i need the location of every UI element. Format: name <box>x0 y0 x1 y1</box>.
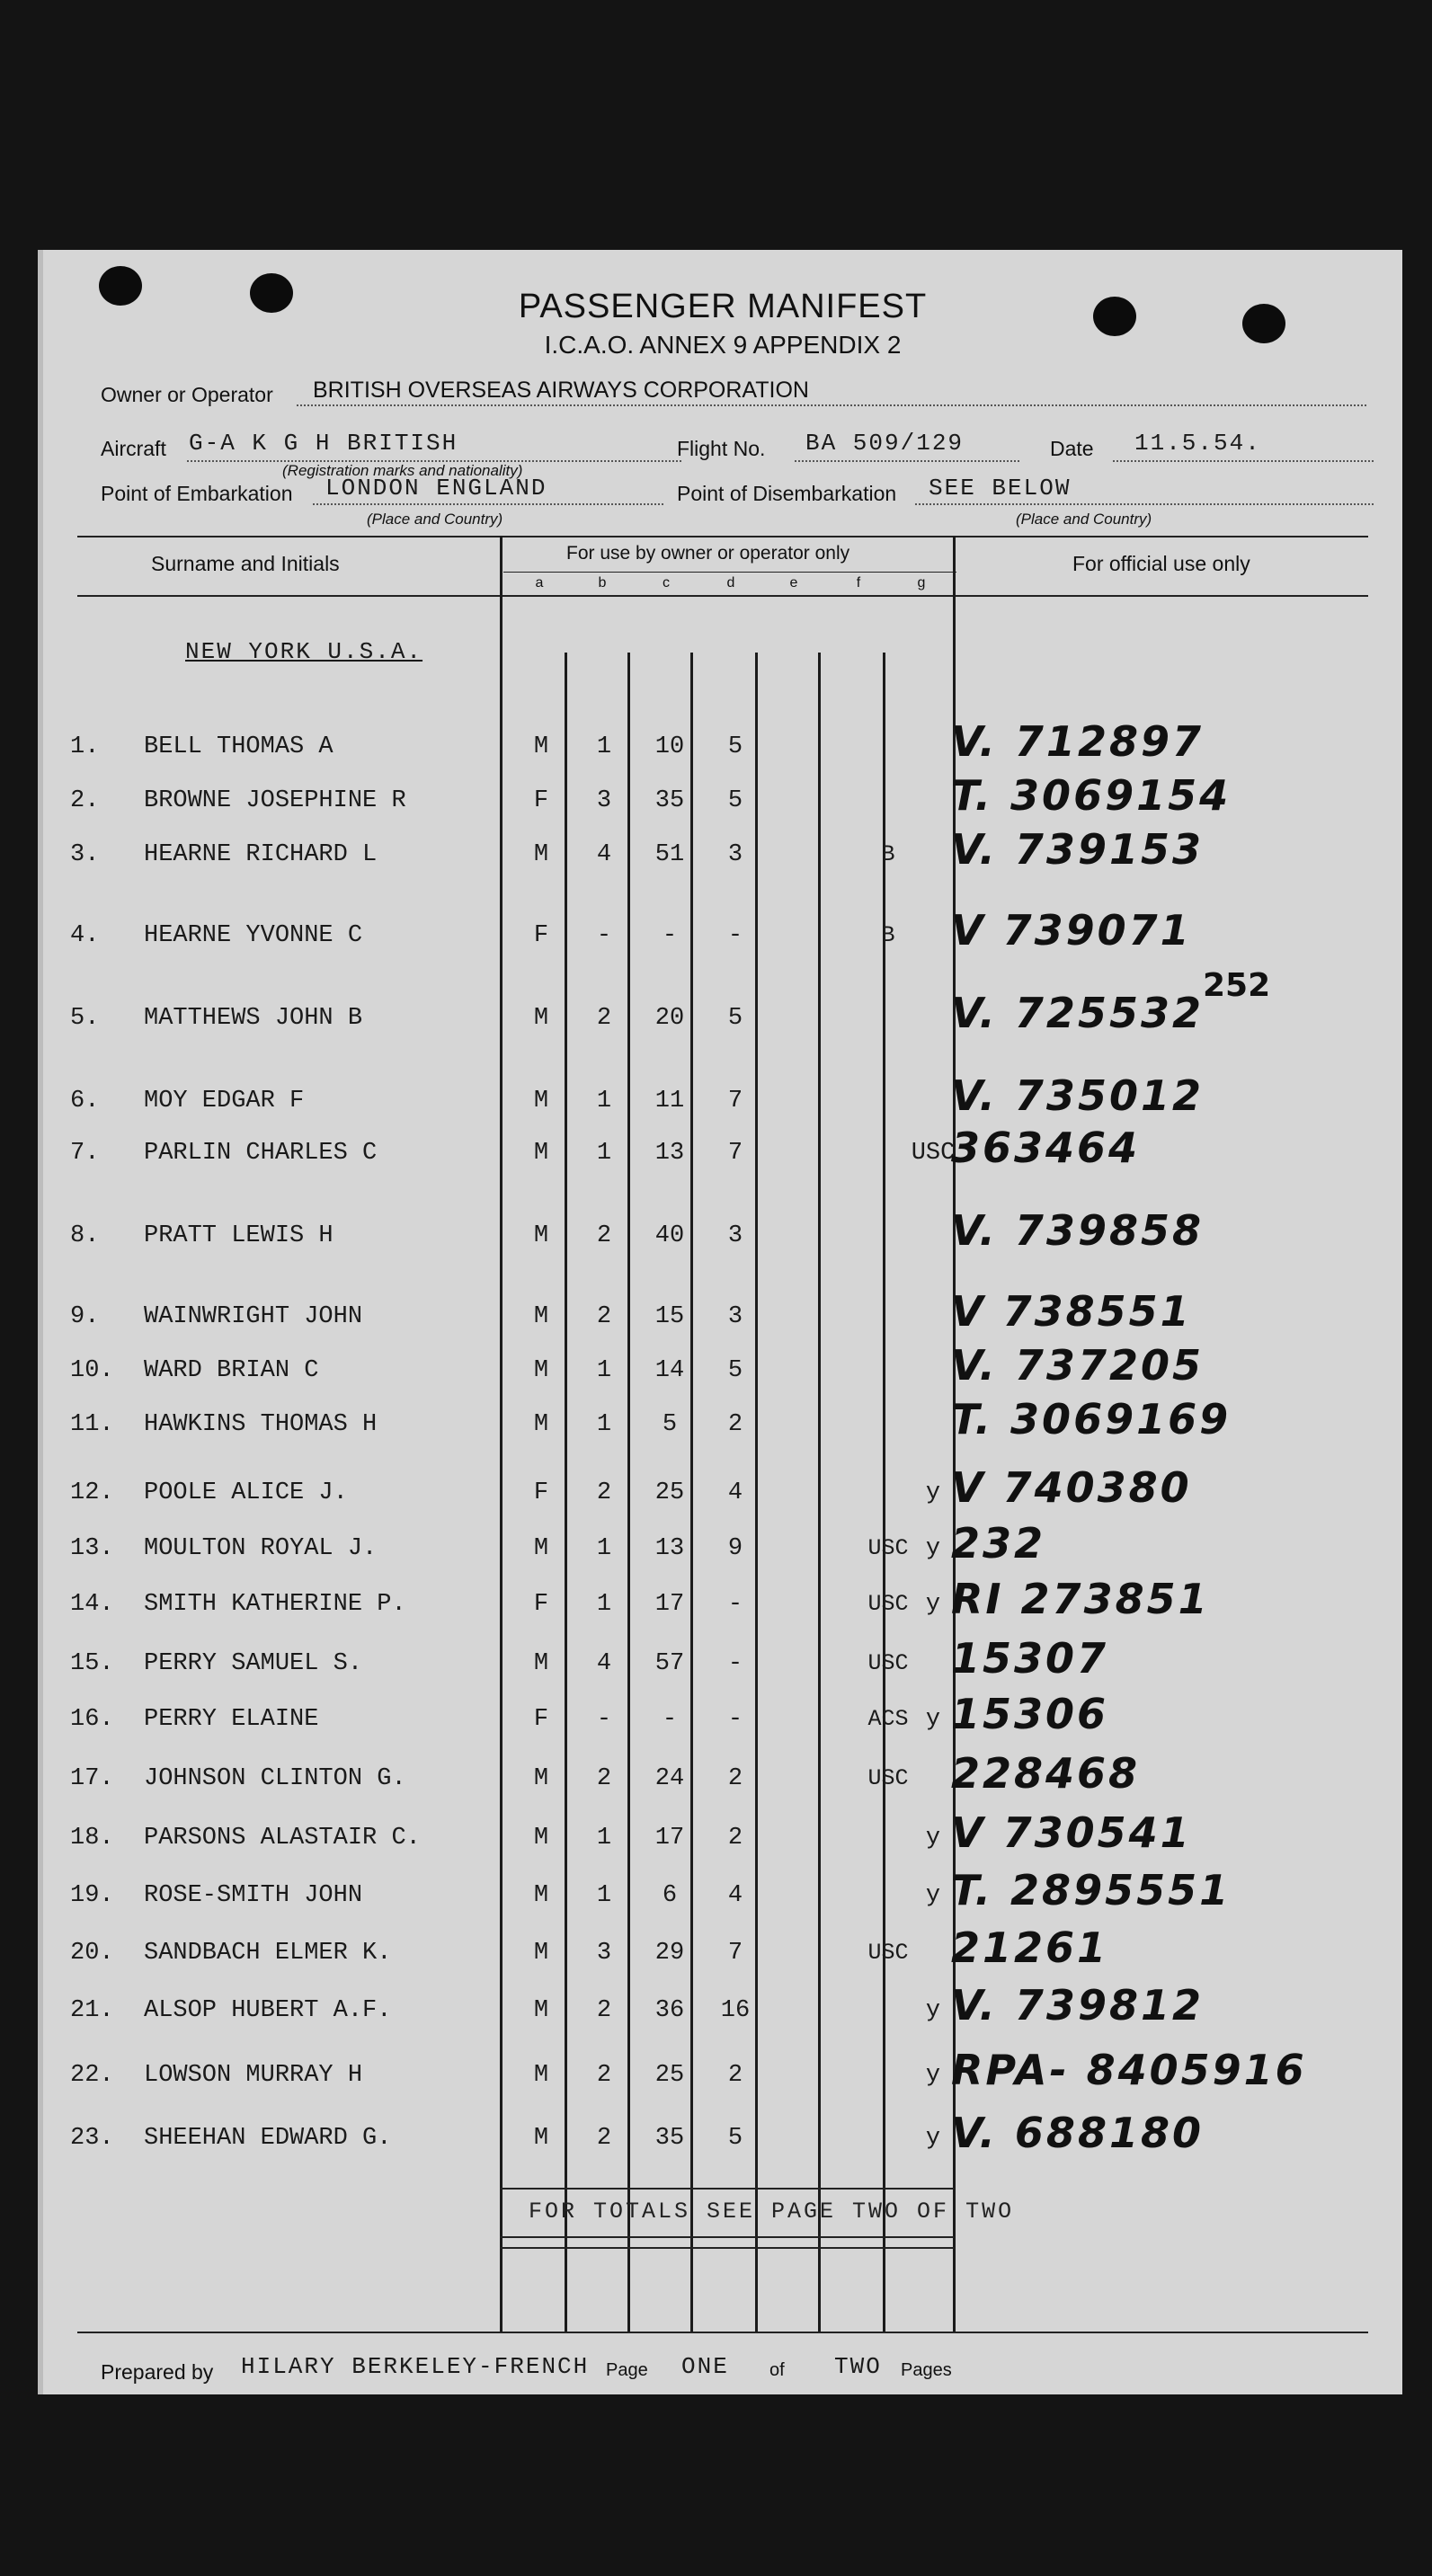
col-c-value: 11 <box>654 1088 685 1115</box>
row-number: 17. <box>70 1765 114 1792</box>
official-entry: V 738551 <box>951 1287 1192 1336</box>
header-rule-bottom <box>77 595 1368 597</box>
official-entry: V. 739858 <box>951 1206 1204 1255</box>
embark-label: Point of Embarkation <box>101 482 293 505</box>
of-value: TWO <box>834 2353 882 2380</box>
col-b-value: 1 <box>596 1411 612 1438</box>
col-a-value: M <box>533 733 549 760</box>
table-row <box>43 2109 1402 2179</box>
col-c-value: 17 <box>654 1825 685 1852</box>
owner-label: Owner or Operator <box>101 383 273 406</box>
disembark-line <box>915 503 1374 505</box>
aircraft-value: G-A K G H BRITISH <box>189 430 458 457</box>
col-b-value: 1 <box>596 1357 612 1384</box>
passenger-name: POOLE ALICE J. <box>144 1479 348 1506</box>
passenger-name: WAINWRIGHT JOHN <box>144 1303 363 1330</box>
col-c-value: 51 <box>654 841 685 868</box>
col-c-value: 14 <box>654 1357 685 1384</box>
col-d-value: - <box>727 1650 743 1677</box>
destination-heading: NEW YORK U.S.A. <box>185 638 423 665</box>
col-d-value: 5 <box>727 2125 743 2152</box>
col-d-value: 5 <box>727 787 743 814</box>
col-c-value: 35 <box>654 787 685 814</box>
passenger-name: BROWNE JOSEPHINE R <box>144 787 406 814</box>
totals-rule <box>500 2236 955 2238</box>
col-d-value: 7 <box>727 1940 743 1967</box>
passenger-name: WARD BRIAN C <box>144 1357 319 1384</box>
col-a-value: M <box>533 1882 549 1909</box>
totals-note: FOR TOTALS SEE PAGE TWO OF TWO <box>529 2198 1015 2225</box>
official-entry: T. 3069154 <box>951 771 1232 820</box>
of-label: of <box>769 2360 785 2380</box>
table-row <box>43 1124 1402 1194</box>
form-title: PASSENGER MANIFEST <box>518 288 928 325</box>
header-rule-top <box>77 536 1368 537</box>
flight-label: Flight No. <box>677 437 766 460</box>
col-g-value: y <box>925 1997 941 2024</box>
col-header-g: g <box>917 575 926 591</box>
official-entry: V 740380 <box>951 1463 1192 1512</box>
col-c-value: 35 <box>654 2125 685 2152</box>
col-a-value: M <box>533 1940 549 1967</box>
form-subtitle: I.C.A.O. ANNEX 9 APPENDIX 2 <box>544 331 902 359</box>
col-d-value: 4 <box>727 1479 743 1506</box>
col-d-value: 2 <box>727 1765 743 1792</box>
col-b-value: 2 <box>596 1005 612 1032</box>
col-c-value: 20 <box>654 1005 685 1032</box>
col-g-value: y <box>925 1591 941 1618</box>
col-d-value: - <box>727 1706 743 1733</box>
col-c-value: 29 <box>654 1940 685 1967</box>
date-line <box>1113 460 1374 462</box>
col-a-value: M <box>533 1005 549 1032</box>
col-b-value: - <box>596 1706 612 1733</box>
owner-line <box>297 404 1366 406</box>
table-row <box>43 1634 1402 1704</box>
col-header-b: b <box>598 575 607 591</box>
passenger-name: MATTHEWS JOHN B <box>144 1005 363 1032</box>
col-d-value: 5 <box>727 733 743 760</box>
operator-subrule <box>503 572 956 573</box>
footer-rule <box>77 2332 1368 2333</box>
table-row <box>43 1981 1402 2051</box>
official-entry: 363464 <box>951 1124 1141 1172</box>
flight-value: BA 509/129 <box>805 430 965 457</box>
col-a-value: F <box>533 1706 549 1733</box>
passenger-name: PARSONS ALASTAIR C. <box>144 1825 421 1852</box>
col-b-value: 2 <box>596 1303 612 1330</box>
official-entry: V. 737205 <box>951 1341 1204 1390</box>
row-number: 23. <box>70 2125 114 2152</box>
totals-rule <box>500 2188 955 2190</box>
col-c-value: 57 <box>654 1650 685 1677</box>
passenger-name: PARLIN CHARLES C <box>144 1140 378 1167</box>
col-b-value: 1 <box>596 1591 612 1618</box>
col-b-value: 2 <box>596 1997 612 2024</box>
row-number: 16. <box>70 1706 114 1733</box>
col-b-value: 2 <box>596 2062 612 2089</box>
col-b-value: - <box>596 922 612 949</box>
col-a-value: M <box>533 1997 549 2024</box>
col-header-f: f <box>856 575 861 591</box>
col-c-value: - <box>662 922 678 949</box>
col-c-value: 17 <box>654 1591 685 1618</box>
official-entry: V. 725532 <box>951 989 1204 1037</box>
passenger-name: MOY EDGAR F <box>144 1088 305 1115</box>
flight-line <box>795 460 1019 462</box>
row-number: 5. <box>70 1005 100 1032</box>
passenger-name: HEARNE YVONNE C <box>144 922 363 949</box>
passenger-name: BELL THOMAS A <box>144 733 334 760</box>
col-b-value: 4 <box>596 841 612 868</box>
passenger-name: HAWKINS THOMAS H <box>144 1411 378 1438</box>
official-entry: 15307 <box>951 1634 1109 1683</box>
table-row <box>43 1749 1402 1819</box>
col-d-value: 3 <box>727 1222 743 1249</box>
prepared-value: HILARY BERKELEY-FRENCH <box>241 2353 590 2380</box>
row-number: 22. <box>70 2062 114 2089</box>
table-row <box>43 2046 1402 2116</box>
table-row <box>43 1206 1402 1276</box>
col-a-value: F <box>533 787 549 814</box>
col-f-value: USC <box>867 1535 909 1561</box>
col-header-c: c <box>663 575 670 591</box>
table-row <box>43 1463 1402 1533</box>
table-row <box>43 1071 1402 1141</box>
registration-note: (Registration marks and nationality) <box>282 462 523 479</box>
col-a-value: M <box>533 1765 549 1792</box>
col-b-value: 2 <box>596 1479 612 1506</box>
col-b-value: 2 <box>596 1222 612 1249</box>
col-f-value: B <box>881 841 895 867</box>
row-number: 2. <box>70 787 100 814</box>
official-entry: 228468 <box>951 1749 1141 1798</box>
place-note-left: (Place and Country) <box>367 511 503 528</box>
col-d-value: 7 <box>727 1088 743 1115</box>
col-b-value: 3 <box>596 1940 612 1967</box>
row-number: 14. <box>70 1591 114 1618</box>
col-a-value: M <box>533 1650 549 1677</box>
row-number: 21. <box>70 1997 114 2024</box>
col-c-value: - <box>662 1706 678 1733</box>
col-d-value: 2 <box>727 2062 743 2089</box>
official-entry: 15306 <box>951 1690 1109 1738</box>
row-number: 8. <box>70 1222 100 1249</box>
official-entry: T. 3069169 <box>951 1395 1232 1443</box>
table-row <box>43 989 1402 1059</box>
passenger-name: ROSE-SMITH JOHN <box>144 1882 363 1909</box>
official-entry: V. 739153 <box>951 825 1204 874</box>
aircraft-label: Aircraft <box>101 437 166 460</box>
col-g-value: y <box>925 2125 941 2152</box>
row-number: 18. <box>70 1825 114 1852</box>
col-c-value: 24 <box>654 1765 685 1792</box>
date-value: 11.5.54. <box>1134 430 1261 457</box>
col-a-value: M <box>533 1357 549 1384</box>
passenger-name: JOHNSON CLINTON G. <box>144 1765 406 1792</box>
table-row <box>43 1866 1402 1936</box>
table-row <box>43 1575 1402 1645</box>
col-a-value: F <box>533 1591 549 1618</box>
disembark-label: Point of Disembarkation <box>677 482 897 505</box>
col-c-value: 36 <box>654 1997 685 2024</box>
row-number: 19. <box>70 1882 114 1909</box>
col-c-value: 13 <box>654 1140 685 1167</box>
passenger-name: HEARNE RICHARD L <box>144 841 378 868</box>
table-row <box>43 1690 1402 1760</box>
row-number: 11. <box>70 1411 114 1438</box>
col-a-value: M <box>533 1535 549 1562</box>
passenger-name: MOULTON ROYAL J. <box>144 1535 378 1562</box>
col-g-value: y <box>925 1479 941 1506</box>
page-label: Page <box>606 2360 648 2380</box>
row-number: 1. <box>70 733 100 760</box>
side-number: 252 <box>1203 967 1271 1004</box>
official-entry: V. 735012 <box>951 1071 1204 1120</box>
col-c-value: 6 <box>662 1882 678 1909</box>
col-b-value: 1 <box>596 733 612 760</box>
manifest-sheet <box>38 250 1402 2394</box>
col-d-value: 9 <box>727 1535 743 1562</box>
col-a-value: M <box>533 2062 549 2089</box>
official-entry: T. 2895551 <box>951 1866 1232 1914</box>
official-entry: V. 712897 <box>951 717 1204 766</box>
col-b-value: 1 <box>596 1825 612 1852</box>
table-row <box>43 906 1402 976</box>
col-a-value: M <box>533 1411 549 1438</box>
table-row <box>43 825 1402 895</box>
col-f-value: ACS <box>867 1706 909 1732</box>
col-header-a: a <box>535 575 544 591</box>
col-g-value: y <box>925 2062 941 2089</box>
surname-header: Surname and Initials <box>151 552 340 575</box>
col-b-value: 1 <box>596 1882 612 1909</box>
pages-label: Pages <box>901 2360 952 2380</box>
col-b-value: 4 <box>596 1650 612 1677</box>
passenger-name: SHEEHAN EDWARD G. <box>144 2125 392 2152</box>
operator-header: For use by owner or operator only <box>566 543 850 564</box>
embark-line <box>313 503 663 505</box>
page-value: ONE <box>681 2353 729 2380</box>
col-d-value: 2 <box>727 1411 743 1438</box>
passenger-name: ALSOP HUBERT A.F. <box>144 1997 392 2024</box>
official-entry: RI 273851 <box>951 1575 1210 1623</box>
col-g-value: y <box>925 1825 941 1852</box>
col-d-value: 3 <box>727 841 743 868</box>
owner-value: BRITISH OVERSEAS AIRWAYS CORPORATION <box>313 378 809 403</box>
col-c-value: 10 <box>654 733 685 760</box>
col-g-value: y <box>925 1882 941 1909</box>
col-g-value: USC <box>911 1140 956 1167</box>
col-d-value: 5 <box>727 1357 743 1384</box>
col-c-value: 25 <box>654 2062 685 2089</box>
official-entry: V 730541 <box>951 1808 1192 1857</box>
col-b-value: 2 <box>596 1765 612 1792</box>
col-g-value: y <box>925 1535 941 1562</box>
passenger-name: SANDBACH ELMER K. <box>144 1940 392 1967</box>
row-number: 20. <box>70 1940 114 1967</box>
col-f-value: USC <box>867 1765 909 1791</box>
col-a-value: M <box>533 841 549 868</box>
col-d-value: 16 <box>720 1997 751 2024</box>
col-d-value: - <box>727 922 743 949</box>
passenger-name: LOWSON MURRAY H <box>144 2062 363 2089</box>
col-a-value: M <box>533 1088 549 1115</box>
col-c-value: 25 <box>654 1479 685 1506</box>
disembark-value: SEE BELOW <box>929 475 1072 502</box>
official-entry: 21261 <box>951 1923 1109 1972</box>
col-a-value: F <box>533 922 549 949</box>
row-number: 9. <box>70 1303 100 1330</box>
col-d-value: - <box>727 1591 743 1618</box>
row-number: 6. <box>70 1088 100 1115</box>
col-d-value: 2 <box>727 1825 743 1852</box>
col-c-value: 13 <box>654 1535 685 1562</box>
col-a-value: F <box>533 1479 549 1506</box>
official-header: For official use only <box>1072 552 1250 575</box>
col-a-value: M <box>533 1825 549 1852</box>
col-d-value: 5 <box>727 1005 743 1032</box>
col-f-value: USC <box>867 1940 909 1966</box>
official-entry: V. 739812 <box>951 1981 1204 2030</box>
official-entry: RPA- 8405916 <box>951 2046 1307 2094</box>
col-a-value: M <box>533 1140 549 1167</box>
col-b-value: 2 <box>596 2125 612 2152</box>
embark-value: LONDON ENGLAND <box>325 475 547 502</box>
totals-rule <box>500 2247 955 2249</box>
col-a-value: M <box>533 2125 549 2152</box>
col-b-value: 1 <box>596 1535 612 1562</box>
row-number: 13. <box>70 1535 114 1562</box>
passenger-name: SMITH KATHERINE P. <box>144 1591 406 1618</box>
col-header-d: d <box>726 575 735 591</box>
row-number: 3. <box>70 841 100 868</box>
col-c-value: 15 <box>654 1303 685 1330</box>
col-b-value: 1 <box>596 1088 612 1115</box>
passenger-name: PRATT LEWIS H <box>144 1222 334 1249</box>
official-entry: V 739071 <box>951 906 1192 955</box>
col-c-value: 5 <box>662 1411 678 1438</box>
col-a-value: M <box>533 1303 549 1330</box>
official-entry: 232 <box>951 1519 1046 1568</box>
col-d-value: 3 <box>727 1303 743 1330</box>
place-note-right: (Place and Country) <box>1016 511 1152 528</box>
col-d-value: 7 <box>727 1140 743 1167</box>
row-number: 12. <box>70 1479 114 1506</box>
col-f-value: USC <box>867 1591 909 1617</box>
table-row <box>43 1395 1402 1465</box>
col-g-value: y <box>925 1706 941 1733</box>
col-c-value: 40 <box>654 1222 685 1249</box>
date-label: Date <box>1050 437 1094 460</box>
row-number: 10. <box>70 1357 114 1384</box>
col-d-value: 4 <box>727 1882 743 1909</box>
prepared-label: Prepared by <box>101 2360 214 2384</box>
row-number: 4. <box>70 922 100 949</box>
col-header-e: e <box>789 575 798 591</box>
col-a-value: M <box>533 1222 549 1249</box>
passenger-name: PERRY SAMUEL S. <box>144 1650 363 1677</box>
passenger-name: PERRY ELAINE <box>144 1706 319 1733</box>
col-f-value: USC <box>867 1650 909 1676</box>
row-number: 7. <box>70 1140 100 1167</box>
row-number: 15. <box>70 1650 114 1677</box>
col-b-value: 3 <box>596 787 612 814</box>
official-entry: V. 688180 <box>951 2109 1204 2157</box>
col-f-value: B <box>881 922 895 948</box>
col-b-value: 1 <box>596 1140 612 1167</box>
